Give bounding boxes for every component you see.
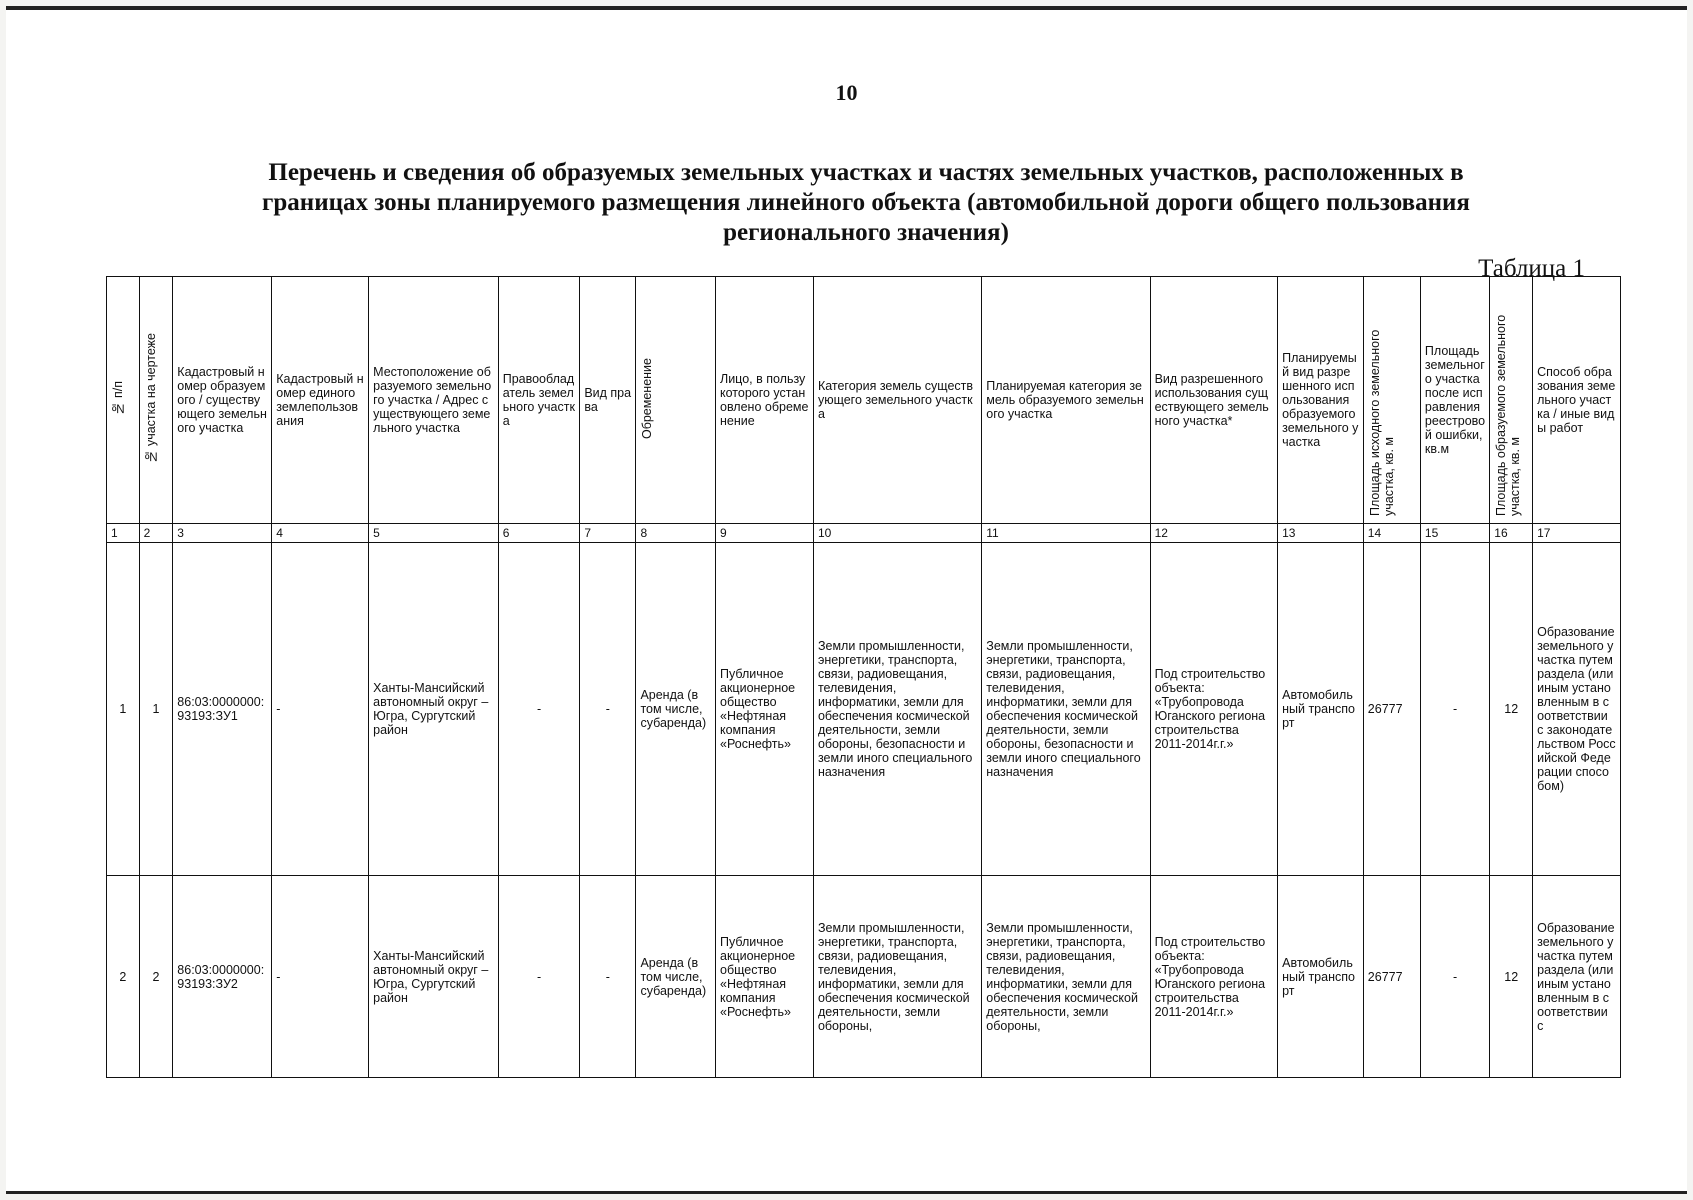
header-cell: Вид разрешенного использования существующего земельного участка*	[1150, 277, 1278, 524]
header-cell: № участка на чертеже	[139, 277, 173, 524]
header-cell: Местоположение образуемого земельного участка / Адрес существующего земельного участка	[369, 277, 499, 524]
column-number: 10	[813, 524, 981, 543]
title-line: границах зоны планируемого размещения линейного объекта (автомобильной дороги общего пользования	[262, 189, 1470, 216]
header-cell: Планируемый вид разрешенного использования образуемого земельного участка	[1278, 277, 1364, 524]
row-number: 2	[107, 876, 140, 1078]
column-number: 15	[1420, 524, 1489, 543]
land-category: Земли промышленности, энергетики, транспорта, связи, радиовещания, телевидения, информатики, земли для обеспечения космической деятельности, земли обороны,	[813, 876, 981, 1078]
header-cell: Обременение	[636, 277, 716, 524]
right-type: -	[580, 876, 636, 1078]
header-cell: Вид права	[580, 277, 636, 524]
column-number: 4	[272, 524, 369, 543]
cadastral-number: 86:03:0000000:93193:ЗУ1	[173, 543, 272, 876]
encumbrance-beneficiary: Публичное акционерное общество «Нефтяная компания «Роснефть»	[716, 543, 814, 876]
header-cell: Кадастровый номер единого землепользования	[272, 277, 369, 524]
encumbrance: Аренда (в том числе, субаренда)	[636, 543, 716, 876]
column-number: 5	[369, 524, 499, 543]
planned-permitted-use: Автомобильный транспорт	[1278, 543, 1364, 876]
column-number: 6	[498, 524, 580, 543]
unified-land-number: -	[272, 543, 369, 876]
column-number: 17	[1533, 524, 1621, 543]
page-number: 10	[835, 80, 858, 105]
right-type: -	[580, 543, 636, 876]
document-title	[176, 158, 1556, 248]
header-cell: Правообладатель земельного участка	[498, 277, 580, 524]
location: Ханты-Мансийский автономный округ – Югра, Сургутский район	[369, 876, 499, 1078]
encumbrance: Аренда (в том числе, субаренда)	[636, 876, 716, 1078]
header-cell: Площадь земельного участка после исправления реестровой ошибки, кв.м	[1420, 277, 1489, 524]
column-number: 13	[1278, 524, 1364, 543]
table-row	[107, 876, 1621, 1078]
formation-method: Образование земельного участка путем раздела (или иным установленным в соответствии с законодательством Российской Федерации способом)	[1533, 543, 1621, 876]
header-cell: Площадь исходного земельного участка, кв. м	[1363, 277, 1420, 524]
header-row	[107, 277, 1621, 524]
source-area: 26777	[1363, 543, 1420, 876]
table-row	[107, 543, 1621, 876]
permitted-use: Под строительство объекта: «Трубопровода Юганского региона строительства 2011-2014г.г.»	[1150, 543, 1278, 876]
column-number: 12	[1150, 524, 1278, 543]
source-area: 26777	[1363, 876, 1420, 1078]
column-number: 9	[716, 524, 814, 543]
plot-number: 1	[139, 543, 173, 876]
planned-land-category: Земли промышленности, энергетики, транспорта, связи, радиовещания, телевидения, информатики, земли для обеспечения космической деятельности, земли обороны, безопасности и земли иного специального назначения	[982, 543, 1150, 876]
header-cell: Планируемая категория земель образуемого земельного участка	[982, 277, 1150, 524]
right-holder: -	[498, 876, 580, 1078]
title-line: регионального значения)	[723, 219, 1009, 246]
cadastral-number: 86:03:0000000:93193:ЗУ2	[173, 876, 272, 1078]
column-number: 7	[580, 524, 636, 543]
corrected-area: -	[1420, 543, 1489, 876]
header-cell: Площадь образуемого земельного участка, кв. м	[1490, 277, 1533, 524]
header-cell: Кадастровый номер образуемого / существующего земельного участка	[173, 277, 272, 524]
location: Ханты-Мансийский автономный округ – Югра, Сургутский район	[369, 543, 499, 876]
title-line: Перечень и сведения об образуемых земельных участках и частях земельных участков, расположенных в	[268, 159, 1464, 186]
table-label: Таблица 1	[1478, 255, 1585, 282]
formed-area: 12	[1490, 543, 1533, 876]
plot-number: 2	[139, 876, 173, 1078]
header-cell: Категория земель существующего земельного участка	[813, 277, 981, 524]
formed-area: 12	[1490, 876, 1533, 1078]
column-number: 2	[139, 524, 173, 543]
encumbrance-beneficiary: Публичное акционерное общество «Нефтяная компания «Роснефть»	[716, 876, 814, 1078]
land-plots-table	[106, 276, 1621, 1078]
column-number: 8	[636, 524, 716, 543]
header-cell: Способ образования земельного участка / иные виды работ	[1533, 277, 1621, 524]
header-cell: Лицо, в пользу которого установлено обременение	[716, 277, 814, 524]
column-number: 16	[1490, 524, 1533, 543]
column-number-row	[107, 524, 1621, 543]
permitted-use: Под строительство объекта: «Трубопровода Юганского региона строительства 2011-2014г.г.»	[1150, 876, 1278, 1078]
header-cell: № п/п	[107, 277, 140, 524]
column-number: 14	[1363, 524, 1420, 543]
right-holder: -	[498, 543, 580, 876]
unified-land-number: -	[272, 876, 369, 1078]
corrected-area: -	[1420, 876, 1489, 1078]
row-number: 1	[107, 543, 140, 876]
planned-land-category: Земли промышленности, энергетики, транспорта, связи, радиовещания, телевидения, информатики, земли для обеспечения космической деятельности, земли обороны,	[982, 876, 1150, 1078]
column-number: 1	[107, 524, 140, 543]
formation-method: Образование земельного участка путем раздела (или иным установленным в соответствии с	[1533, 876, 1621, 1078]
planned-permitted-use: Автомобильный транспорт	[1278, 876, 1364, 1078]
column-number: 11	[982, 524, 1150, 543]
land-category: Земли промышленности, энергетики, транспорта, связи, радиовещания, телевидения, информатики, земли для обеспечения космической деятельности, земли обороны, безопасности и земли иного специального назначения	[813, 543, 981, 876]
column-number: 3	[173, 524, 272, 543]
